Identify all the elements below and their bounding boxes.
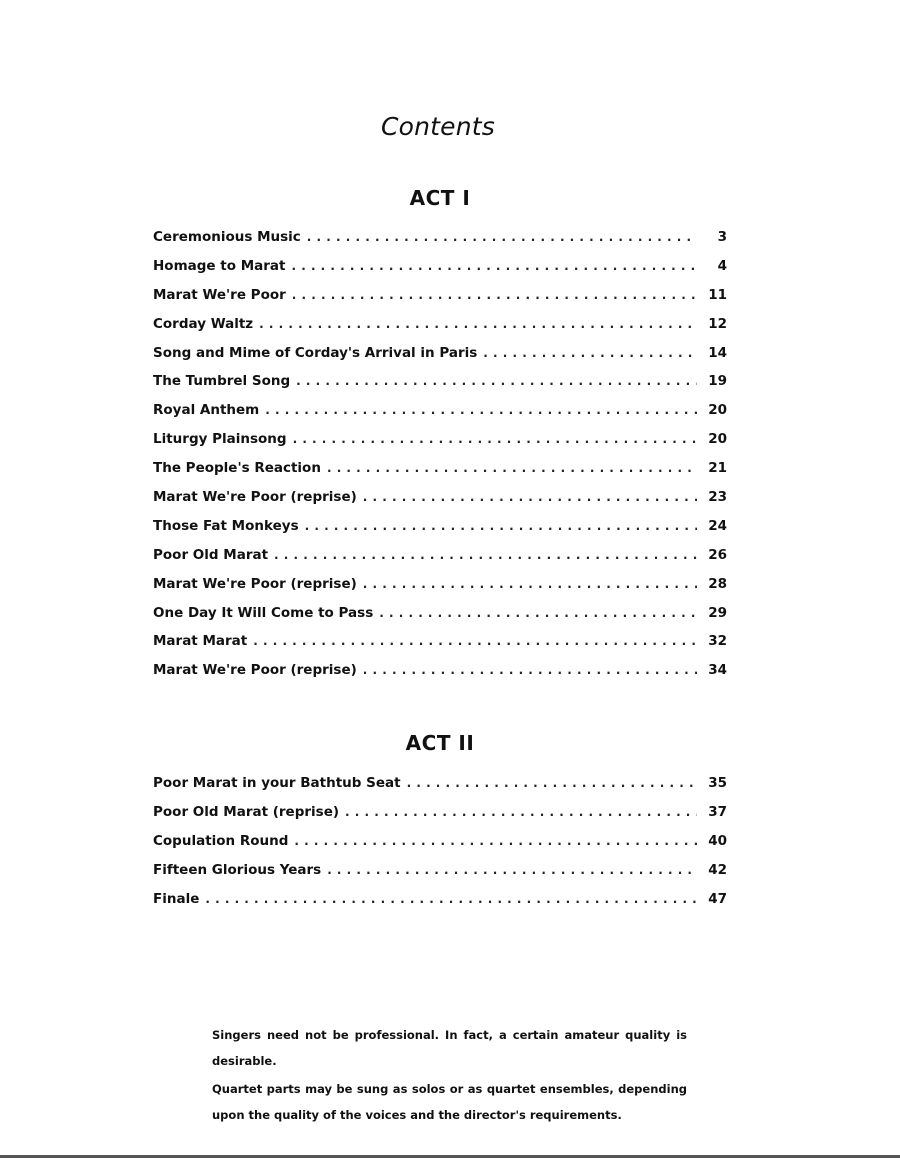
dot-leader [307,230,697,244]
act-1-contents-list [153,229,727,691]
toc-entry [153,287,727,316]
toc-entry [153,547,727,576]
toc-entry-title: Corday Waltz [153,315,254,332]
toc-entry-page: 29 [708,604,727,621]
toc-entry-title: The People's Reaction [153,460,321,477]
toc-entry-title: Poor Marat in your Bathtub Seat [153,775,401,791]
dot-leader [293,432,697,446]
toc-entry [153,576,727,605]
toc-entry-page: 14 [708,344,727,361]
dot-leader [363,490,697,504]
dot-leader [363,663,697,677]
toc-entry [153,402,727,431]
toc-entry-title: Royal Anthem [153,402,260,419]
toc-entry-page: 42 [708,861,727,878]
dot-leader [253,634,697,648]
toc-entry [153,891,727,920]
toc-entry-page: 28 [708,575,727,592]
toc-entry-page: 11 [708,286,727,303]
toc-entry-title: One Day It Will Come to Pass [153,604,374,621]
dot-leader [327,461,697,475]
toc-entry [153,431,727,460]
dot-leader [483,346,697,360]
performance-notes [212,1022,687,1130]
toc-entry [153,316,727,345]
toc-entry [153,662,727,691]
toc-entry [153,804,727,833]
toc-entry-title: Copulation Round [153,832,289,849]
toc-entry-page: 12 [708,315,727,332]
toc-entry-title: The Tumbrel Song [153,373,291,390]
toc-entry-page: 35 [708,775,727,791]
toc-entry [153,862,727,891]
dot-leader [345,805,697,819]
note-paragraph: Singers need not be professional. In fact, a certain amateur quality is desirable. [212,1028,687,1068]
toc-entry-page: 47 [708,890,727,907]
toc-entry [153,345,727,374]
toc-entry-title: Song and Mime of Corday's Arrival in Paris [153,344,478,361]
dot-leader [205,892,697,906]
toc-entry-title: Marat We're Poor (reprise) [153,489,357,506]
dot-leader [291,259,697,273]
toc-entry [153,775,727,804]
dot-leader [259,317,697,331]
toc-entry-page: 4 [717,257,727,274]
toc-entry-title: Homage to Marat [153,257,286,274]
toc-entry-page: 34 [708,662,727,679]
toc-entry-page: 40 [708,832,727,849]
toc-entry-title: Those Fat Monkeys [153,517,299,534]
dot-leader [265,403,697,417]
toc-entry-title: Marat We're Poor [153,286,286,303]
toc-entry-page: 20 [708,402,727,419]
dot-leader [379,606,697,620]
toc-entry-page: 19 [708,373,727,390]
dot-leader [294,834,697,848]
act-2-heading: ACT II [405,731,475,755]
dot-leader [363,577,697,591]
toc-entry-title: Marat Marat [153,633,248,650]
toc-entry-title: Fifteen Glorious Years [153,861,322,878]
toc-entry [153,518,727,547]
toc-entry-page: 3 [717,229,727,245]
toc-entry-page: 23 [708,489,727,506]
toc-entry-title: Liturgy Plainsong [153,431,287,448]
toc-entry [153,633,727,662]
act-2-contents-list [153,775,727,919]
toc-entry [153,373,727,402]
toc-entry-page: 21 [708,460,727,477]
dot-leader [274,548,697,562]
toc-entry-title: Marat We're Poor (reprise) [153,575,357,592]
toc-entry [153,229,727,258]
toc-entry [153,605,727,634]
page-title: Contents [380,112,496,141]
toc-entry [153,489,727,518]
toc-entry-title: Ceremonious Music [153,229,301,245]
toc-entry-page: 26 [708,546,727,563]
toc-entry-page: 37 [708,803,727,820]
dot-leader [327,863,697,877]
toc-entry-title: Poor Old Marat [153,546,269,563]
toc-entry-page: 24 [708,517,727,534]
toc-entry-title: Poor Old Marat (reprise) [153,803,340,820]
toc-entry-page: 20 [708,431,727,448]
note-paragraph: Quartet parts may be sung as solos or as quartet ensembles, depending upon the quality of the voices and the director's requirements. [212,1082,687,1122]
toc-entry [153,833,727,862]
act-1-heading: ACT I [409,186,471,210]
toc-entry [153,258,727,287]
dot-leader [407,776,697,790]
dot-leader [292,288,697,302]
dot-leader [305,519,697,533]
toc-entry [153,460,727,489]
toc-entry-title: Marat We're Poor (reprise) [153,662,357,679]
toc-entry-page: 32 [708,633,727,650]
dot-leader [296,374,697,388]
toc-entry-title: Finale [153,890,200,907]
